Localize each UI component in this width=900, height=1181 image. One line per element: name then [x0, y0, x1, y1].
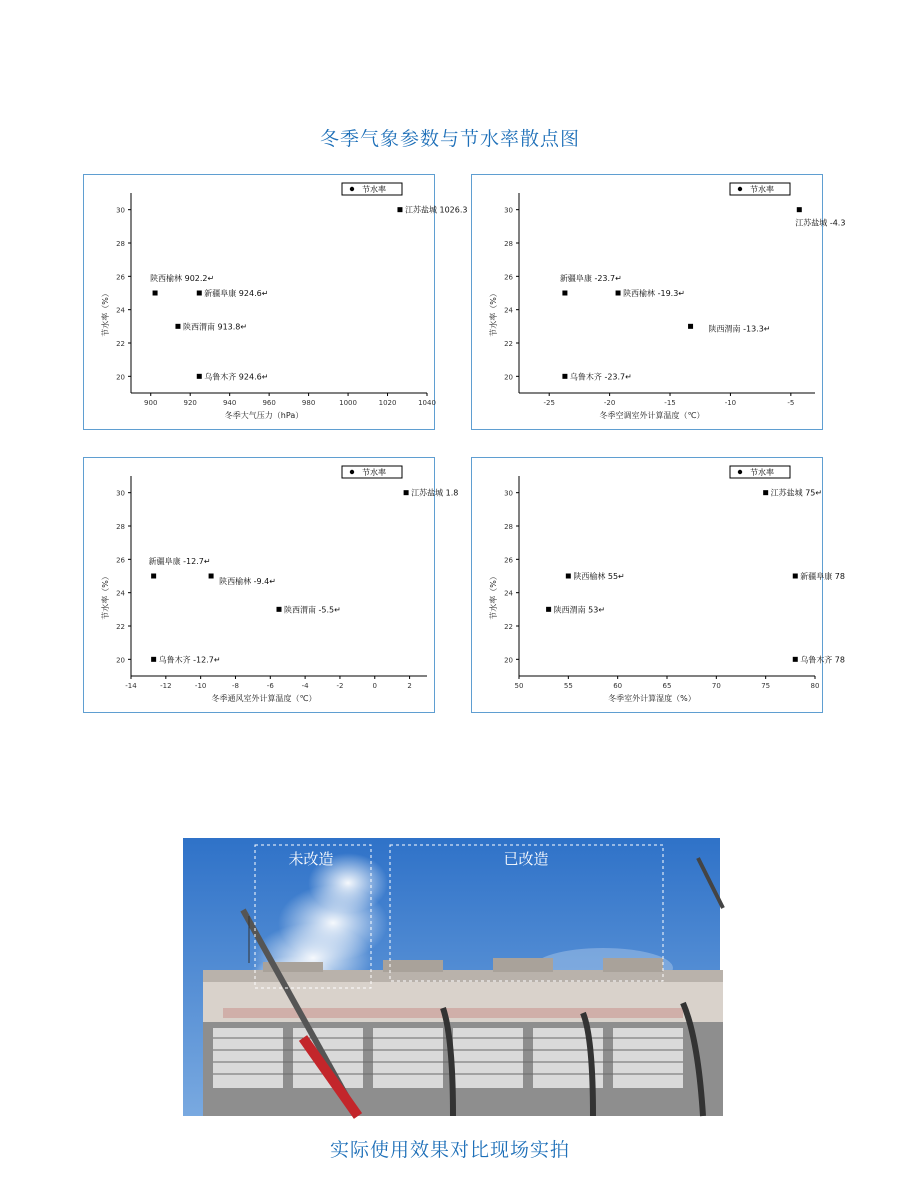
- x-tick-label: 70: [711, 682, 721, 690]
- data-label: 江苏盐城 1.8: [411, 488, 459, 498]
- y-tick-label: 26: [116, 556, 125, 565]
- data-point: [197, 291, 202, 296]
- y-tick-label: 28: [116, 523, 125, 531]
- x-tick-label: 960: [262, 399, 276, 407]
- data-point: [562, 291, 567, 296]
- x-tick-label: 0: [372, 682, 377, 690]
- y-tick-label: 30: [504, 489, 513, 498]
- data-point: [566, 574, 571, 579]
- y-tick-label: 20: [504, 373, 513, 382]
- x-tick-label: 60: [613, 682, 623, 690]
- x-tick-label: 2: [407, 682, 412, 690]
- data-point: [793, 574, 798, 579]
- y-tick-label: 30: [504, 206, 513, 215]
- data-label: 新疆阜康 -12.7↵: [148, 557, 211, 566]
- scatter-chart-pressure: [83, 174, 468, 430]
- y-tick-label: 22: [504, 623, 513, 631]
- x-axis-label: 冬季大气压力（hPa）: [224, 411, 304, 420]
- y-tick-label: 24: [504, 589, 513, 598]
- y-tick-label: 30: [116, 489, 125, 498]
- x-tick-label: 75: [761, 682, 771, 690]
- x-tick-label: -10: [194, 682, 207, 690]
- before-label: 未改造: [288, 850, 334, 868]
- data-label: 新疆阜康 78: [800, 572, 846, 581]
- data-point: [175, 324, 180, 329]
- x-tick-label: 1040: [418, 399, 436, 407]
- x-tick-label: -10: [724, 399, 737, 407]
- chart-svg: [472, 458, 846, 714]
- x-tick-label: 50: [514, 682, 524, 690]
- legend-marker: [738, 470, 742, 474]
- x-axis-label: 冬季空调室外计算温度（℃）: [599, 411, 705, 420]
- y-axis-label: 节水率（%）: [489, 572, 498, 620]
- data-label: 乌鲁木齐 -12.7↵: [158, 655, 221, 665]
- y-tick-label: 28: [504, 523, 513, 531]
- y-tick-label: 24: [504, 306, 513, 315]
- y-tick-label: 26: [504, 273, 513, 282]
- x-tick-label: 940: [222, 399, 237, 407]
- data-label: 江苏盐城 75↵: [770, 488, 823, 498]
- data-point: [616, 291, 621, 296]
- data-point: [763, 490, 768, 495]
- x-tick-label: -25: [543, 399, 555, 407]
- x-tick-label: -20: [603, 399, 616, 407]
- chart-svg: [472, 175, 846, 431]
- data-point: [562, 374, 567, 379]
- y-tick-label: 20: [504, 656, 513, 665]
- data-label: 江苏盐城 1026.3: [404, 205, 468, 215]
- data-point: [209, 574, 214, 579]
- page-title: 冬季气象参数与节水率散点图: [319, 128, 580, 150]
- y-tick-label: 24: [116, 306, 125, 315]
- x-axis-label: 冬季通风室外计算温度（℃）: [211, 694, 317, 703]
- data-label: 乌鲁木齐 924.6↵: [204, 372, 269, 382]
- data-label: 江苏盐城 -4.3: [795, 218, 846, 228]
- data-point: [151, 657, 156, 662]
- data-point: [797, 207, 802, 212]
- x-tick-label: 80: [810, 682, 820, 690]
- scatter-chart-ventilation-temperature: [83, 457, 459, 713]
- scatter-chart-ac-temperature: [471, 174, 846, 430]
- y-tick-label: 28: [504, 240, 513, 248]
- data-point: [277, 607, 282, 612]
- data-point: [397, 207, 402, 212]
- legend-marker: [350, 187, 354, 191]
- data-label: 陕西榆林 902.2↵: [150, 274, 215, 283]
- cooling-tower-photo-illustration: [183, 838, 720, 1116]
- site-comparison-photo: [183, 838, 720, 1116]
- chart-svg: [84, 175, 468, 431]
- x-tick-label: 980: [301, 399, 316, 407]
- legend-marker: [350, 470, 354, 474]
- legend-label: 节水率: [362, 468, 386, 477]
- x-tick-label: -8: [231, 682, 239, 690]
- chart-svg: [84, 458, 459, 714]
- data-label: 陕西榆林 55↵: [573, 572, 625, 581]
- x-tick-label: 920: [183, 399, 197, 407]
- x-tick-label: -5: [787, 399, 795, 407]
- x-tick-label: -2: [336, 682, 344, 690]
- x-tick-label: 1000: [339, 399, 357, 407]
- x-tick-label: -14: [125, 682, 137, 690]
- y-tick-label: 26: [504, 556, 513, 565]
- x-tick-label: -12: [160, 682, 172, 690]
- y-axis-label: 节水率（%）: [489, 289, 498, 337]
- x-tick-label: 1020: [378, 399, 397, 407]
- data-label: 陕西渭南 -5.5↵: [284, 605, 341, 615]
- data-label: 乌鲁木齐 78: [800, 655, 846, 665]
- after-label: 已改造: [503, 850, 549, 868]
- data-point: [546, 607, 551, 612]
- legend-label: 节水率: [750, 468, 774, 477]
- data-point: [793, 657, 798, 662]
- x-tick-label: -15: [664, 399, 676, 407]
- y-tick-label: 30: [116, 206, 125, 215]
- y-tick-label: 26: [116, 273, 125, 282]
- data-point: [153, 291, 158, 296]
- data-label: 陕西渭南 913.8↵: [182, 322, 248, 332]
- legend-label: 节水率: [750, 185, 774, 194]
- x-tick-label: -6: [266, 682, 274, 690]
- y-tick-label: 24: [116, 589, 125, 598]
- x-tick-label: 65: [662, 682, 672, 690]
- y-tick-label: 20: [116, 656, 125, 665]
- legend-label: 节水率: [362, 185, 386, 194]
- y-axis-label: 节水率（%）: [101, 572, 110, 620]
- data-label: 陕西渭南 -13.3↵: [708, 324, 771, 334]
- x-tick-label: 55: [563, 682, 573, 690]
- y-tick-label: 28: [116, 240, 125, 248]
- data-label: 陕西榆林 -19.3↵: [623, 289, 686, 298]
- scatter-chart-humidity: [471, 457, 846, 713]
- x-tick-label: -4: [301, 682, 309, 690]
- data-point: [688, 324, 693, 329]
- y-tick-label: 22: [504, 340, 513, 348]
- y-axis-label: 节水率（%）: [101, 289, 110, 337]
- photo-caption: 实际使用效果对比现场实拍: [329, 1139, 570, 1161]
- y-tick-label: 22: [116, 340, 125, 348]
- data-label: 陕西榆林 -9.4↵: [219, 577, 276, 586]
- x-axis-label: 冬季室外计算湿度（%）: [608, 694, 696, 703]
- data-label: 新疆阜康 -23.7↵: [559, 274, 622, 283]
- data-point: [151, 574, 156, 579]
- y-tick-label: 22: [116, 623, 125, 631]
- legend-marker: [738, 187, 742, 191]
- data-label: 陕西渭南 53↵: [553, 605, 606, 615]
- data-label: 乌鲁木齐 -23.7↵: [569, 372, 632, 382]
- data-label: 新疆阜康 924.6↵: [204, 289, 269, 298]
- y-tick-label: 20: [116, 373, 125, 382]
- x-tick-label: 900: [144, 399, 158, 407]
- data-point: [404, 490, 409, 495]
- data-point: [197, 374, 202, 379]
